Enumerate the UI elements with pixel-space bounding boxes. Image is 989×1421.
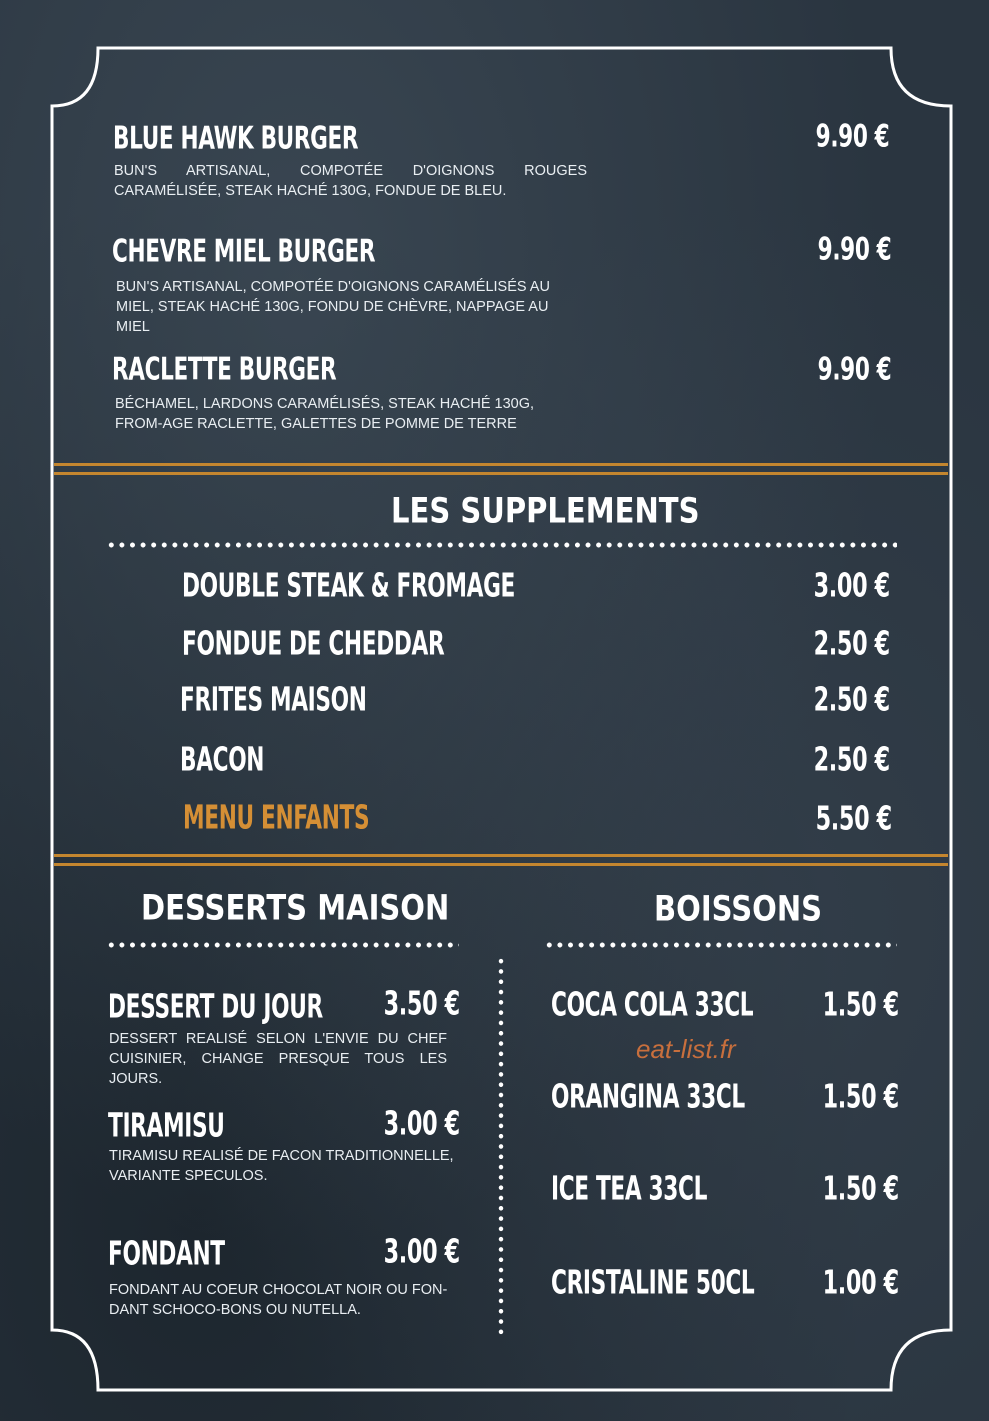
dotted-separator — [106, 542, 897, 548]
supplement-item — [182, 625, 557, 664]
section-title-drinks: BOISSONS — [654, 888, 823, 929]
section-divider-line — [54, 463, 948, 466]
item-description: BÉCHAMEL, LARDONS CARAMÉLISÉS, STEAK HACHÉ 130G, FROM-AGE RACLETTE, GALETTES DE POMME DE TERRE — [115, 396, 535, 432]
drink-item — [551, 1078, 828, 1117]
price-text: 2.50 € — [813, 741, 890, 779]
item-price — [789, 351, 891, 386]
dessert-item — [108, 1107, 274, 1146]
item-name: BACON — [180, 741, 265, 780]
item-name: FONDUE DE CHEDDAR — [182, 625, 445, 664]
item-price — [354, 1105, 460, 1141]
item-price — [793, 986, 899, 1022]
item-description: BUN'S ARTISANAL, COMPOTÉE D'OIGNONS CARAMÉLISÉS AU MIEL, STEAK HACHÉ 130G, FONDU DE CHÈVRE, NAPPAGE AU MIEL — [116, 279, 550, 335]
item-name: CHEVRE MIEL BURGER — [112, 233, 376, 270]
item-name: ICE TEA 33CL — [551, 1170, 708, 1209]
item-price — [786, 800, 892, 836]
price-text: 5.50 € — [815, 800, 892, 838]
dotted-separator — [544, 942, 897, 948]
item-name: CRISTALINE 50CL — [551, 1264, 755, 1303]
item-name: ORANGINA 33CL — [551, 1078, 745, 1117]
section-divider-line — [54, 854, 948, 857]
item-price — [354, 1233, 460, 1269]
dotted-separator — [106, 942, 459, 948]
price-text: 3.00 € — [383, 1105, 460, 1143]
price-text: 3.00 € — [383, 1233, 460, 1271]
price-text: 9.90 € — [815, 118, 889, 155]
drink-item — [551, 1170, 774, 1209]
supplement-item — [180, 741, 300, 780]
price-text: 1.00 € — [822, 1264, 899, 1302]
price-text: 1.50 € — [822, 1170, 899, 1208]
price-text: 3.00 € — [813, 567, 890, 605]
item-name: COCA COLA 33CL — [551, 986, 754, 1025]
price-text: 3.50 € — [383, 985, 460, 1023]
price-text: 1.50 € — [822, 986, 899, 1024]
item-name: MENU ENFANTS — [183, 799, 370, 838]
supplement-item — [182, 567, 658, 606]
item-description: FONDANT AU COEUR CHOCOLAT NOIR OU FON-DANT SCHOCO-BONS OU NUTELLA. — [109, 1282, 448, 1318]
item-price — [354, 985, 460, 1021]
price-text: 9.90 € — [817, 351, 891, 388]
item-name: DESSERT DU JOUR — [108, 988, 323, 1027]
item-name: FONDANT — [108, 1235, 225, 1274]
section-title-supplements: LES SUPPLEMENTS — [391, 490, 700, 531]
price-text: 1.50 € — [822, 1078, 899, 1116]
item-price — [789, 231, 891, 266]
item-price — [787, 118, 889, 153]
dessert-item — [108, 1235, 275, 1274]
item-price — [784, 625, 890, 661]
item-price — [793, 1264, 899, 1300]
item-price — [793, 1170, 899, 1206]
column-separator — [498, 956, 504, 1339]
section-divider-line — [54, 472, 948, 475]
item-name: FRITES MAISON — [180, 681, 367, 720]
price-text: 9.90 € — [817, 231, 891, 268]
menu-item-blue-hawk-burger — [113, 120, 454, 155]
price-text: 2.50 € — [813, 625, 890, 663]
item-name: BLUE HAWK BURGER — [113, 120, 359, 157]
item-price — [784, 681, 890, 717]
menu-item-raclette-burger — [112, 351, 424, 386]
watermark: eat-list.fr — [636, 1034, 736, 1064]
item-name: RACLETTE BURGER — [112, 351, 337, 388]
item-price — [793, 1078, 899, 1114]
supplement-item — [180, 681, 447, 720]
item-name: DOUBLE STEAK & FROMAGE — [182, 567, 516, 606]
item-price — [784, 741, 890, 777]
item-price — [784, 567, 890, 603]
section-title-desserts: DESSERTS MAISON — [141, 887, 450, 928]
supplement-item-kids-menu — [183, 799, 449, 838]
item-name: TIRAMISU — [108, 1107, 225, 1146]
item-description: BUN'S ARTISANAL, COMPOTÉE D'OIGNONS ROUGES CARAMÉLISÉE, STEAK HACHÉ 130G, FONDUE DE BLEU. — [114, 163, 587, 199]
item-description: TIRAMISU REALISÉ DE FACON TRADITIONNELLE, VARIANTE SPECULOS. — [109, 1148, 454, 1184]
menu-item-chevre-miel-burger — [112, 233, 478, 268]
item-description: DESSERT REALISÉ SELON L'ENVIE DU CHEF CUISINIER, CHANGE PRESQUE TOUS LES JOURS. — [109, 1031, 447, 1087]
price-text: 2.50 € — [813, 681, 890, 719]
section-divider-line — [54, 863, 948, 866]
